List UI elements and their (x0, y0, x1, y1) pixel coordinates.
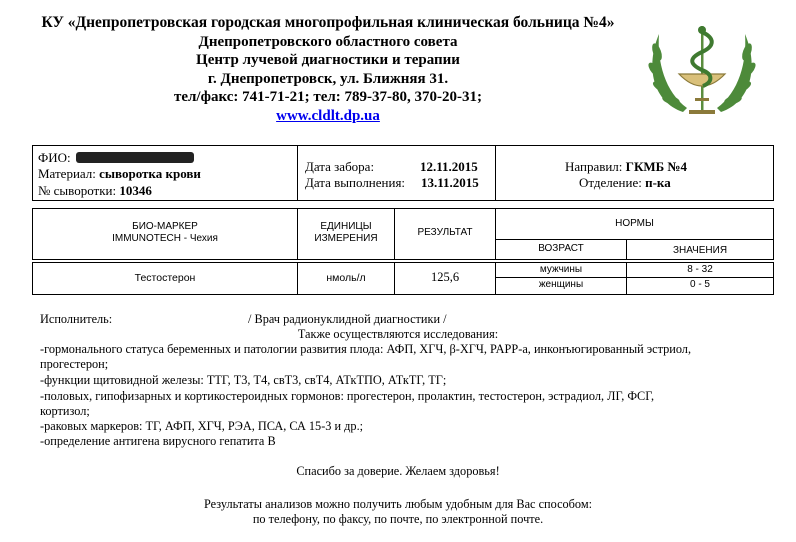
norm-group-men: мужчины (539, 264, 583, 275)
services-line: -определение антигена вирусного гепатита В (40, 434, 276, 448)
collect-date: 12.11.2015 (420, 159, 478, 174)
material-value: сыворотка крови (99, 166, 201, 181)
header-result: РЕЗУЛЬТАТ (417, 227, 473, 238)
address: г. Днепропетровск, ул. Ближняя 31. (207, 70, 449, 87)
header-values: ЗНАЧЕНИЯ (672, 245, 728, 256)
units-title-2: ИЗМЕРЕНИЯ (314, 233, 378, 244)
header-norms: НОРМЫ (615, 218, 654, 229)
also-title: Также осуществляются исследования: (297, 327, 499, 341)
biomarker-title: БИО-МАРКЕР (132, 221, 198, 232)
doctor-title: / Врач радионуклидной диагностики / (248, 312, 447, 326)
referral-row (565, 159, 687, 175)
header-age: ВОЗРАСТ (538, 243, 584, 254)
council-name: Днепропетровского областного совета (198, 33, 458, 50)
header-biomarker (33, 221, 297, 245)
department-value: п-ка (645, 175, 671, 190)
results-channels: по телефону, по факсу, по почте, по электронной почте. (252, 512, 544, 526)
referral-label: Направил: (565, 159, 623, 174)
biomarker-vendor: IMMUNOTECH - Чехия (112, 233, 218, 244)
department-label: Отделение: (579, 175, 642, 190)
material-row (38, 166, 201, 182)
services-line: -раковых маркеров: ТГ, АФП, ХГЧ, РЭА, ПСА, СА 15-3 и др.; (40, 419, 364, 433)
done-date: 13.11.2015 (421, 175, 479, 190)
thanks-text: Спасибо за доверие. Желаем здоровья! (296, 464, 500, 478)
services-line: прогестерон; (40, 357, 109, 371)
referral-value: ГКМБ №4 (625, 159, 688, 174)
redacted-name (76, 152, 194, 163)
patient-fio (38, 150, 71, 166)
done-label: Дата выполнения: (305, 175, 406, 190)
clinic-name: КУ «Днепропетровская городская многопрофильная клиническая больница №4» (41, 14, 615, 31)
phones: тел/факс: 741-71-21; тел: 789-37-80, 370-20-31; (173, 89, 483, 105)
norm-group-women: женщины (538, 279, 584, 290)
clinic-header (28, 14, 628, 125)
collect-label: Дата забора: (305, 159, 375, 174)
norm-range-women: 0 - 5 (689, 279, 710, 290)
units-title-1: ЕДИНИЦЫ (320, 221, 372, 232)
clinic-logo-icon (643, 12, 761, 122)
center-name: Центр лучевой диагностики и терапии (196, 52, 460, 68)
services-line: кортизол; (40, 404, 90, 418)
services-line: -гормонального статуса беременных и патологии развития плода: АФП, ХГЧ, β-ХГЧ, PAPP-a, инконъюгированный эстриол, (40, 342, 692, 356)
serum-label: № сыворотки: (38, 183, 117, 198)
material-label: Материал: (38, 166, 96, 181)
department-row (579, 175, 671, 191)
marker-name: Тестостерон (134, 272, 196, 284)
services-line: -функции щитовидной железы: ТТГ, Т3, Т4, свТ3, свТ4, АТкТПО, АТкТГ, ТГ; (40, 373, 447, 387)
executor-label: Исполнитель: (40, 312, 113, 326)
services-line: -половых, гипофизарных и кортикостероидных гормонов: прогестерон, пролактин, тестостерон, эстрадиол, ЛГ, ФСГ, (40, 389, 655, 403)
website-link[interactable]: www.cldlt.dp.ua (276, 107, 380, 124)
header-units (298, 221, 394, 245)
results-text: Результаты анализов можно получить любым удобным для Вас способом: (203, 497, 593, 511)
marker-result: 125,6 (430, 270, 460, 284)
norm-range-men: 8 - 32 (687, 264, 713, 275)
serum-row (38, 183, 152, 199)
marker-units: нмоль/л (326, 272, 366, 284)
serum-value: 10346 (119, 183, 152, 198)
fio-label: ФИО: (38, 150, 71, 165)
